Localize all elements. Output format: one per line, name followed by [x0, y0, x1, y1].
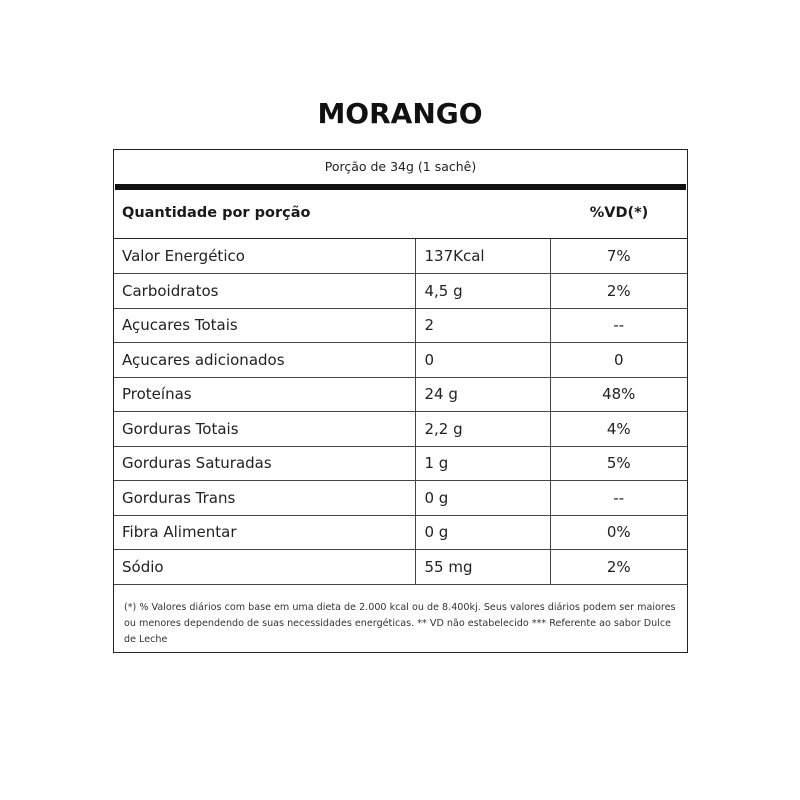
nutrient-name: Gorduras Trans	[114, 481, 415, 516]
nutrient-vd: 0%	[550, 515, 687, 550]
nutrient-amount: 24 g	[415, 377, 550, 412]
nutrient-vd: --	[550, 481, 687, 516]
nutrient-vd: 2%	[550, 550, 687, 585]
nutrient-name: Valor Energético	[114, 239, 415, 274]
nutrient-amount: 1 g	[415, 446, 550, 481]
nutrient-name: Açucares Totais	[114, 308, 415, 343]
nutrient-vd: 2%	[550, 274, 687, 309]
table-row	[114, 308, 687, 343]
nutrient-vd: 48%	[550, 377, 687, 412]
vd-header: %VD(*)	[589, 205, 649, 221]
footnote: (*) % Valores diários com base em uma dieta de 2.000 kcal ou de 8.400kj. Seus valores diários podem ser maiores ou menores dependendo de suas necessidades energéticas. ** VD não estabelecido *** Referente ao sabor Dulce de Leche	[124, 601, 676, 645]
nutrient-name: Açucares adicionados	[114, 343, 415, 378]
nutrient-vd: 5%	[550, 446, 687, 481]
nutrient-amount: 4,5 g	[415, 274, 550, 309]
nutrient-vd: 0	[550, 343, 687, 378]
nutrient-amount: 2	[415, 308, 550, 343]
table-row	[114, 239, 687, 274]
table-row	[114, 481, 687, 516]
table-row	[114, 515, 687, 550]
nutrient-amount: 55 mg	[415, 550, 550, 585]
table-row	[114, 550, 687, 585]
serving-size: Porção de 34g (1 sachê)	[324, 159, 477, 174]
table-header	[114, 190, 687, 239]
nutrient-name: Gorduras Totais	[114, 412, 415, 447]
nutrient-amount: 2,2 g	[415, 412, 550, 447]
nutrient-name: Gorduras Saturadas	[114, 446, 415, 481]
nutrient-name: Sódio	[114, 550, 415, 585]
nutrient-amount: 0 g	[415, 515, 550, 550]
table-row	[114, 274, 687, 309]
nutrient-amount: 0 g	[415, 481, 550, 516]
nutrient-amount: 0	[415, 343, 550, 378]
table-row	[114, 377, 687, 412]
table-row	[114, 412, 687, 447]
nutrient-vd: --	[550, 308, 687, 343]
nutrient-amount: 137Kcal	[415, 239, 550, 274]
nutrient-name: Proteínas	[114, 377, 415, 412]
product-title: MORANGO	[317, 97, 483, 130]
table-row	[114, 446, 687, 481]
nutrition-table	[113, 149, 688, 653]
nutrient-vd: 7%	[550, 239, 687, 274]
nutrient-name: Fibra Alimentar	[114, 515, 415, 550]
nutrient-rows	[114, 239, 687, 585]
nutrient-name: Carboidratos	[114, 274, 415, 309]
table-row	[114, 343, 687, 378]
quantity-header: Quantidade por porção	[122, 205, 311, 221]
nutrient-vd: 4%	[550, 412, 687, 447]
